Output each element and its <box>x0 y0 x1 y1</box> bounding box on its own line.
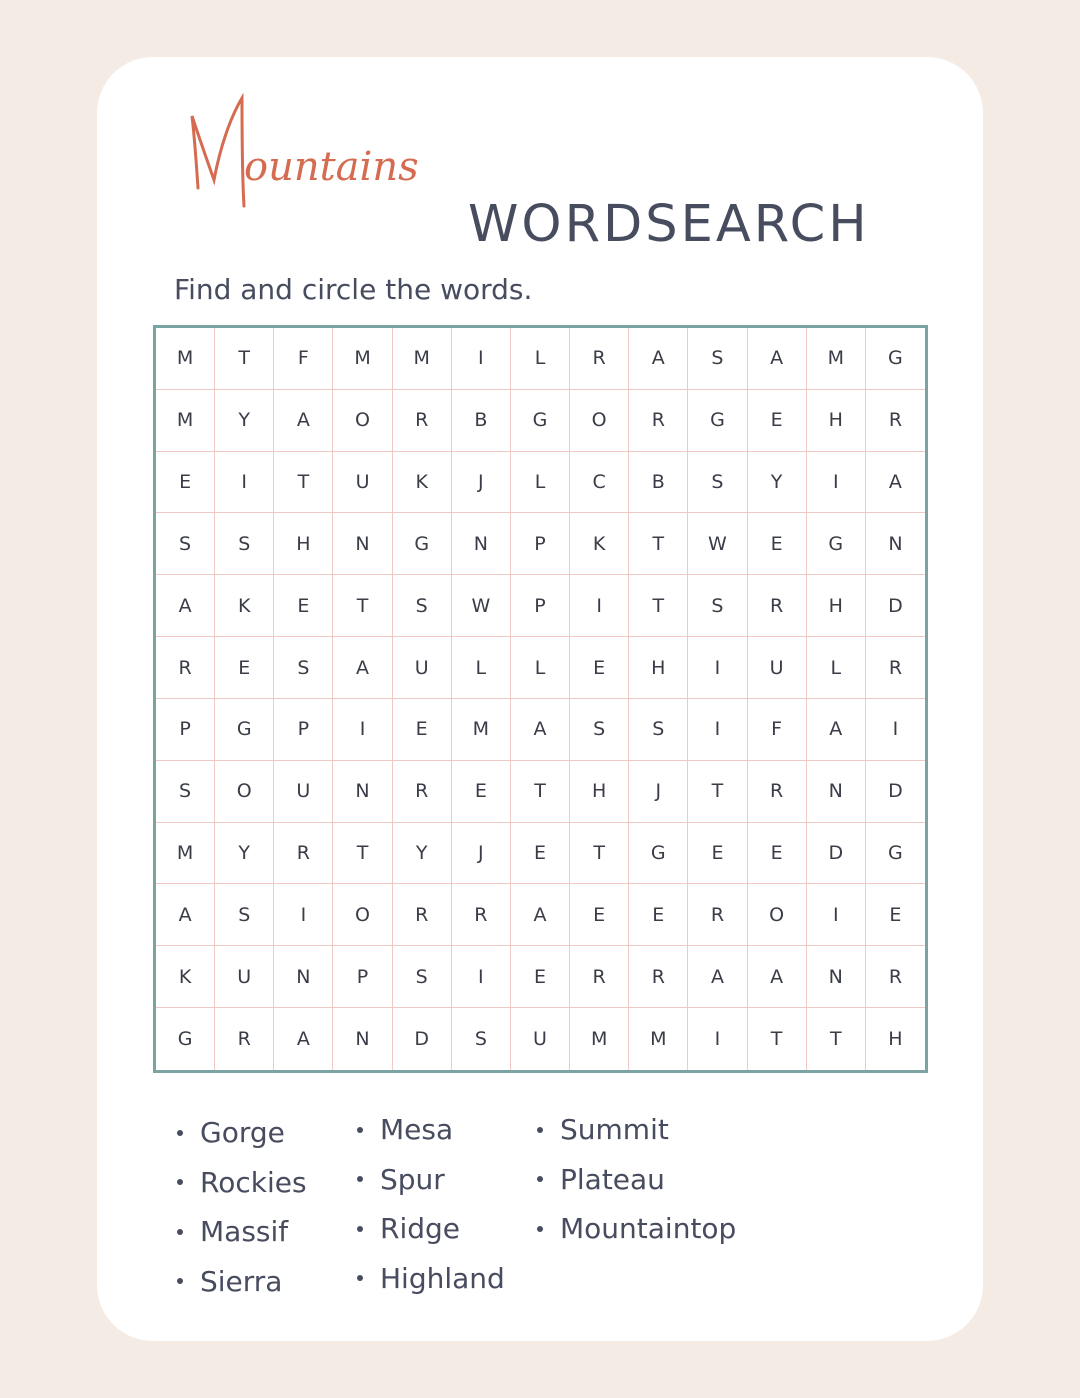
grid-cell[interactable]: L <box>452 637 511 699</box>
grid-cell[interactable]: S <box>393 946 452 1008</box>
grid-cell[interactable]: I <box>688 1008 747 1070</box>
grid-cell[interactable]: M <box>393 328 452 390</box>
grid-cell[interactable]: T <box>807 1008 866 1070</box>
bullet-icon <box>177 1278 183 1284</box>
grid-cell[interactable]: Y <box>215 390 274 452</box>
title-script <box>186 88 466 213</box>
grid-cell[interactable]: E <box>156 452 215 514</box>
grid-cell[interactable]: A <box>156 884 215 946</box>
grid-cell[interactable]: F <box>748 699 807 761</box>
grid-cell[interactable]: G <box>156 1008 215 1070</box>
grid-cell[interactable]: R <box>156 637 215 699</box>
grid-cell[interactable]: G <box>866 328 925 390</box>
grid-cell[interactable]: M <box>807 328 866 390</box>
grid-cell[interactable]: G <box>807 513 866 575</box>
grid-cell[interactable]: I <box>688 637 747 699</box>
grid-cell[interactable]: N <box>807 946 866 1008</box>
grid-cell[interactable]: W <box>688 513 747 575</box>
grid-cell[interactable]: H <box>807 575 866 637</box>
grid-cell[interactable]: Y <box>393 823 452 885</box>
grid-cell[interactable]: E <box>866 884 925 946</box>
grid-cell[interactable]: L <box>511 452 570 514</box>
word-column <box>537 1105 736 1254</box>
grid-cell[interactable]: I <box>807 884 866 946</box>
grid-cell[interactable]: B <box>629 452 688 514</box>
grid-cell[interactable]: P <box>274 699 333 761</box>
grid-cell[interactable]: R <box>215 1008 274 1070</box>
bullet-icon <box>357 1127 363 1133</box>
word-label: Ridge <box>380 1212 461 1246</box>
word-label: Sierra <box>200 1264 283 1298</box>
word-list-item <box>357 1204 505 1254</box>
grid-cell[interactable]: A <box>629 328 688 390</box>
grid-cell[interactable]: K <box>393 452 452 514</box>
grid-cell[interactable]: I <box>452 946 511 1008</box>
grid-cell[interactable]: N <box>333 1008 392 1070</box>
grid-cell[interactable]: P <box>511 513 570 575</box>
word-label: Summit <box>560 1113 669 1147</box>
grid-cell[interactable]: T <box>629 575 688 637</box>
grid-cell[interactable]: J <box>452 823 511 885</box>
grid-cell[interactable]: S <box>215 884 274 946</box>
word-label: Spur <box>380 1162 445 1196</box>
title-script-word: ountains <box>244 144 419 190</box>
word-list-item <box>537 1155 736 1205</box>
grid-cell[interactable]: U <box>511 1008 570 1070</box>
bullet-icon <box>177 1130 183 1136</box>
grid-cell[interactable]: M <box>570 1008 629 1070</box>
grid-cell[interactable]: E <box>452 761 511 823</box>
grid-cell[interactable]: I <box>215 452 274 514</box>
grid-cell[interactable]: M <box>156 823 215 885</box>
grid-cell[interactable]: T <box>274 452 333 514</box>
grid-cell[interactable]: E <box>393 699 452 761</box>
grid-cell[interactable]: R <box>866 946 925 1008</box>
grid-cell[interactable]: S <box>452 1008 511 1070</box>
grid-cell[interactable]: A <box>748 328 807 390</box>
grid-cell[interactable]: G <box>866 823 925 885</box>
grid-cell[interactable]: E <box>748 513 807 575</box>
grid-cell[interactable]: E <box>570 884 629 946</box>
grid-cell[interactable]: N <box>333 761 392 823</box>
grid-cell[interactable]: A <box>333 637 392 699</box>
grid-cell[interactable]: A <box>688 946 747 1008</box>
bullet-icon <box>357 1275 363 1281</box>
grid-cell[interactable]: I <box>866 699 925 761</box>
bullet-icon <box>537 1226 543 1232</box>
word-list-item <box>177 1257 307 1307</box>
word-list-item <box>537 1105 736 1155</box>
grid-cell[interactable]: J <box>452 452 511 514</box>
grid-cell[interactable]: B <box>452 390 511 452</box>
grid-cell[interactable]: E <box>629 884 688 946</box>
grid-cell[interactable]: G <box>215 699 274 761</box>
grid-cell[interactable]: A <box>274 390 333 452</box>
grid-cell[interactable]: G <box>688 390 747 452</box>
grid-cell[interactable]: R <box>866 390 925 452</box>
word-list-item <box>537 1204 736 1254</box>
grid-cell[interactable]: S <box>215 513 274 575</box>
grid-cell[interactable]: G <box>511 390 570 452</box>
grid-cell[interactable]: A <box>156 575 215 637</box>
word-list-item <box>177 1108 307 1158</box>
grid-cell[interactable]: H <box>807 390 866 452</box>
grid-cell[interactable]: T <box>748 1008 807 1070</box>
grid-cell[interactable]: F <box>274 328 333 390</box>
grid-cell[interactable]: L <box>511 637 570 699</box>
grid-cell[interactable]: H <box>570 761 629 823</box>
grid-cell[interactable]: I <box>570 575 629 637</box>
grid-cell[interactable]: U <box>393 637 452 699</box>
grid-cell[interactable]: S <box>156 761 215 823</box>
grid-cell[interactable]: P <box>156 699 215 761</box>
grid-cell[interactable]: T <box>629 513 688 575</box>
grid-cell[interactable]: J <box>629 761 688 823</box>
word-list-item <box>177 1207 307 1257</box>
grid-cell[interactable]: S <box>629 699 688 761</box>
grid-cell[interactable]: H <box>629 637 688 699</box>
word-label: Mountaintop <box>560 1212 737 1246</box>
grid-cell[interactable]: D <box>866 761 925 823</box>
word-column <box>357 1105 505 1303</box>
bullet-icon <box>537 1176 543 1182</box>
bullet-icon <box>177 1179 183 1185</box>
grid-cell[interactable]: A <box>866 452 925 514</box>
grid-cell[interactable]: R <box>629 946 688 1008</box>
grid-cell[interactable]: N <box>866 513 925 575</box>
word-list-item <box>177 1158 307 1208</box>
grid-cell[interactable]: A <box>748 946 807 1008</box>
grid-cell[interactable]: R <box>452 884 511 946</box>
grid-cell[interactable]: W <box>452 575 511 637</box>
grid-cell[interactable]: O <box>215 761 274 823</box>
grid-cell[interactable]: U <box>215 946 274 1008</box>
grid-cell[interactable]: C <box>570 452 629 514</box>
grid-cell[interactable]: R <box>748 761 807 823</box>
word-label: Mesa <box>380 1113 454 1147</box>
grid-cell[interactable]: P <box>333 946 392 1008</box>
grid-cell[interactable]: R <box>393 390 452 452</box>
grid-cell[interactable]: R <box>274 823 333 885</box>
grid-cell[interactable]: S <box>156 513 215 575</box>
grid-cell[interactable]: D <box>393 1008 452 1070</box>
grid-cell[interactable]: D <box>807 823 866 885</box>
grid-cell[interactable]: E <box>511 946 570 1008</box>
grid-cell[interactable]: S <box>274 637 333 699</box>
word-label: Highland <box>380 1261 505 1295</box>
grid-cell[interactable]: H <box>274 513 333 575</box>
grid-cell[interactable]: A <box>511 884 570 946</box>
grid-cell[interactable]: O <box>333 390 392 452</box>
grid-cell[interactable]: E <box>570 637 629 699</box>
word-list-item <box>357 1105 505 1155</box>
grid-cell[interactable]: R <box>866 637 925 699</box>
grid-cell[interactable]: A <box>807 699 866 761</box>
word-label: Plateau <box>560 1162 665 1196</box>
grid-cell[interactable]: K <box>156 946 215 1008</box>
bullet-icon <box>537 1127 543 1133</box>
grid-cell[interactable]: O <box>748 884 807 946</box>
grid-cell[interactable]: N <box>807 761 866 823</box>
grid-cell[interactable]: T <box>570 823 629 885</box>
bullet-icon <box>357 1176 363 1182</box>
word-list-item <box>357 1155 505 1205</box>
grid-cell[interactable]: P <box>511 575 570 637</box>
bullet-icon <box>177 1229 183 1235</box>
grid-cell[interactable]: S <box>393 575 452 637</box>
grid-cell[interactable]: I <box>452 328 511 390</box>
grid-cell[interactable]: E <box>748 823 807 885</box>
grid-cell[interactable]: S <box>570 699 629 761</box>
grid-cell[interactable]: Y <box>748 452 807 514</box>
grid-cell[interactable]: N <box>452 513 511 575</box>
grid-cell[interactable]: H <box>888 1028 903 1051</box>
word-grid <box>153 325 928 1073</box>
grid-cell[interactable]: U <box>333 452 392 514</box>
grid-cell[interactable]: T <box>511 761 570 823</box>
grid-cell[interactable]: O <box>570 390 629 452</box>
grid-cell[interactable]: L <box>511 328 570 390</box>
grid-cell[interactable]: I <box>333 699 392 761</box>
grid-cell[interactable]: R <box>570 328 629 390</box>
grid-cell[interactable]: U <box>274 761 333 823</box>
grid-cell[interactable]: I <box>688 699 747 761</box>
grid-cell[interactable]: R <box>629 390 688 452</box>
grid-cell[interactable]: R <box>688 884 747 946</box>
bullet-icon <box>357 1226 363 1232</box>
grid-cell[interactable]: G <box>393 513 452 575</box>
word-column <box>177 1108 307 1306</box>
grid-cell[interactable]: A <box>274 1008 333 1070</box>
grid-cell[interactable]: R <box>570 946 629 1008</box>
grid-cell[interactable]: N <box>274 946 333 1008</box>
grid-cell[interactable]: R <box>393 884 452 946</box>
word-label: Massif <box>200 1215 289 1249</box>
grid-cell[interactable]: T <box>215 328 274 390</box>
grid-cell[interactable]: K <box>570 513 629 575</box>
grid-cell[interactable]: G <box>629 823 688 885</box>
grid-cell[interactable]: T <box>333 823 392 885</box>
grid-cell[interactable]: U <box>748 637 807 699</box>
instructions: Find and circle the words. <box>174 273 533 306</box>
grid-cell[interactable]: M <box>156 390 215 452</box>
grid-cell[interactable]: A <box>511 699 570 761</box>
grid-cell[interactable]: T <box>688 761 747 823</box>
grid-cell[interactable]: E <box>511 823 570 885</box>
grid-cell[interactable]: N <box>333 513 392 575</box>
grid-cell[interactable]: E <box>274 575 333 637</box>
grid-cell[interactable]: S <box>688 328 747 390</box>
grid-cell[interactable]: T <box>333 575 392 637</box>
grid-cell[interactable]: L <box>807 637 866 699</box>
word-label: Rockies <box>200 1165 307 1199</box>
grid-cell[interactable]: D <box>866 575 925 637</box>
grid-cell[interactable]: E <box>688 823 747 885</box>
grid-cell[interactable]: M <box>156 328 215 390</box>
grid-cell[interactable]: E <box>748 390 807 452</box>
word-label: Gorge <box>200 1116 285 1150</box>
grid-cell[interactable]: I <box>807 452 866 514</box>
grid-cell[interactable]: M <box>452 699 511 761</box>
grid-cell[interactable]: K <box>215 575 274 637</box>
grid-cell[interactable]: E <box>215 637 274 699</box>
grid-cell[interactable]: S <box>688 452 747 514</box>
page-title: WORDSEARCH <box>468 195 870 254</box>
grid-cell[interactable]: M <box>333 328 392 390</box>
grid-cell[interactable]: R <box>748 575 807 637</box>
grid-cell[interactable]: I <box>274 884 333 946</box>
grid-cell[interactable]: S <box>688 575 747 637</box>
grid-cell[interactable]: O <box>333 884 392 946</box>
grid-cell[interactable]: Y <box>215 823 274 885</box>
word-list-item <box>357 1254 505 1304</box>
grid-cell[interactable]: M <box>629 1008 688 1070</box>
grid-cell[interactable]: R <box>393 761 452 823</box>
